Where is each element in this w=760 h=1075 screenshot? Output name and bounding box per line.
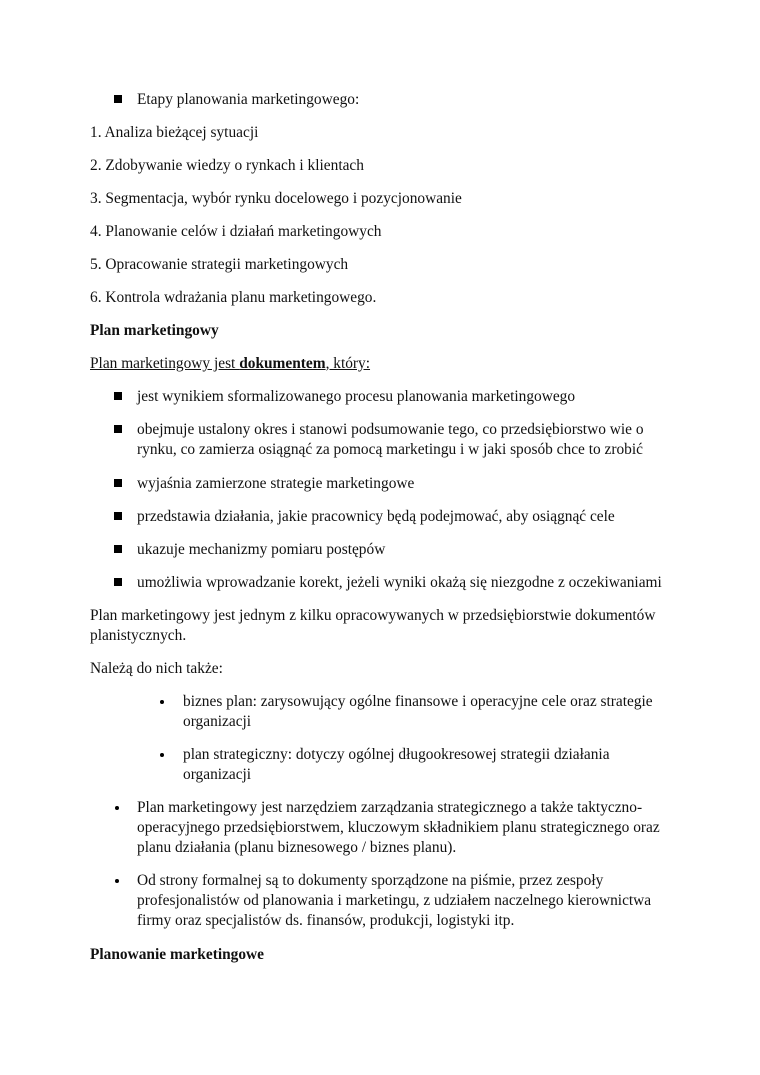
definition-line	[90, 354, 370, 374]
square-bullet-icon	[114, 545, 122, 553]
square-bullet-icon	[114, 578, 122, 586]
square-bullet-icon	[114, 479, 122, 487]
plan-bullet: wyjaśnia zamierzone strategie marketingowe	[137, 475, 415, 492]
plan-bullet: przedstawia działania, jakie pracownicy będą podejmować, aby osiągnąć cele	[137, 508, 615, 525]
step-item: 5. Opracowanie strategii marketingowych	[90, 256, 349, 273]
definition-bold: dokumentem	[239, 355, 326, 372]
paragraph-planistic-docs: Plan marketingowy jest jednym z kilku opracowywanych w przedsiębiorstwie dokumentów planistycznych.	[90, 607, 656, 644]
square-bullet-icon	[114, 95, 122, 103]
bullet-dot-icon	[160, 700, 164, 704]
definition-pre: Plan marketingowy jest	[90, 355, 240, 372]
bullet-dot-icon	[115, 879, 119, 883]
main-bullet: Od strony formalnej są to dokumenty sporządzone na piśmie, przez zespoły profesjonalistów od planowania i marketingu, z udziałem naczelnego kierownictwa firmy oraz specjalistów ds. finansów, produkcji, logistyki itp.	[137, 872, 652, 929]
step-item: 3. Segmentacja, wybór rynku docelowego i pozycjonowanie	[90, 190, 462, 207]
plan-bullet: jest wynikiem sformalizowanego procesu planowania marketingowego	[137, 388, 576, 405]
heading-plan-marketingowy: Plan marketingowy	[90, 322, 219, 339]
intro-bullet: Etapy planowania marketingowego:	[137, 91, 360, 108]
sub-bullet: biznes plan: zarysowujący ogólne finansowe i operacyjne cele oraz strategie organizacji	[183, 693, 653, 730]
square-bullet-icon	[114, 512, 122, 520]
square-bullet-icon	[114, 392, 122, 400]
bullet-dot-icon	[115, 806, 119, 810]
plan-bullet: obejmuje ustalony okres i stanowi podsumowanie tego, co przedsiębiorstwo wie o rynku, co zamierza osiągnąć za pomocą marketingu i w jaki sposób chce to zrobić	[137, 421, 644, 458]
square-bullet-icon	[114, 425, 122, 433]
plan-bullet: ukazuje mechanizmy pomiaru postępów	[137, 541, 386, 558]
sub-bullet: plan strategiczny: dotyczy ogólnej długookresowej strategii działania organizacji	[183, 746, 610, 783]
paragraph-also: Należą do nich także:	[90, 660, 223, 677]
step-item: 4. Planowanie celów i działań marketingowych	[90, 223, 382, 240]
step-item: 6. Kontrola wdrażania planu marketingowego.	[90, 289, 377, 306]
step-item: 2. Zdobywanie wiedzy o rynkach i klientach	[90, 157, 364, 174]
bullet-dot-icon	[160, 753, 164, 757]
heading-planowanie-marketingowe: Planowanie marketingowe	[90, 946, 264, 963]
plan-bullet: umożliwia wprowadzanie korekt, jeżeli wyniki okażą się niezgodne z oczekiwaniami	[137, 574, 662, 591]
definition-post: , który:	[325, 355, 371, 372]
main-bullet: Plan marketingowy jest narzędziem zarządzania strategicznego a także taktyczno-operacyjnego przedsiębiorstwem, kluczowym składnikiem planu strategicznego oraz planu działania (planu biznesowego / biznes planu).	[137, 799, 660, 856]
step-item: 1. Analiza bieżącej sytuacji	[90, 124, 259, 141]
